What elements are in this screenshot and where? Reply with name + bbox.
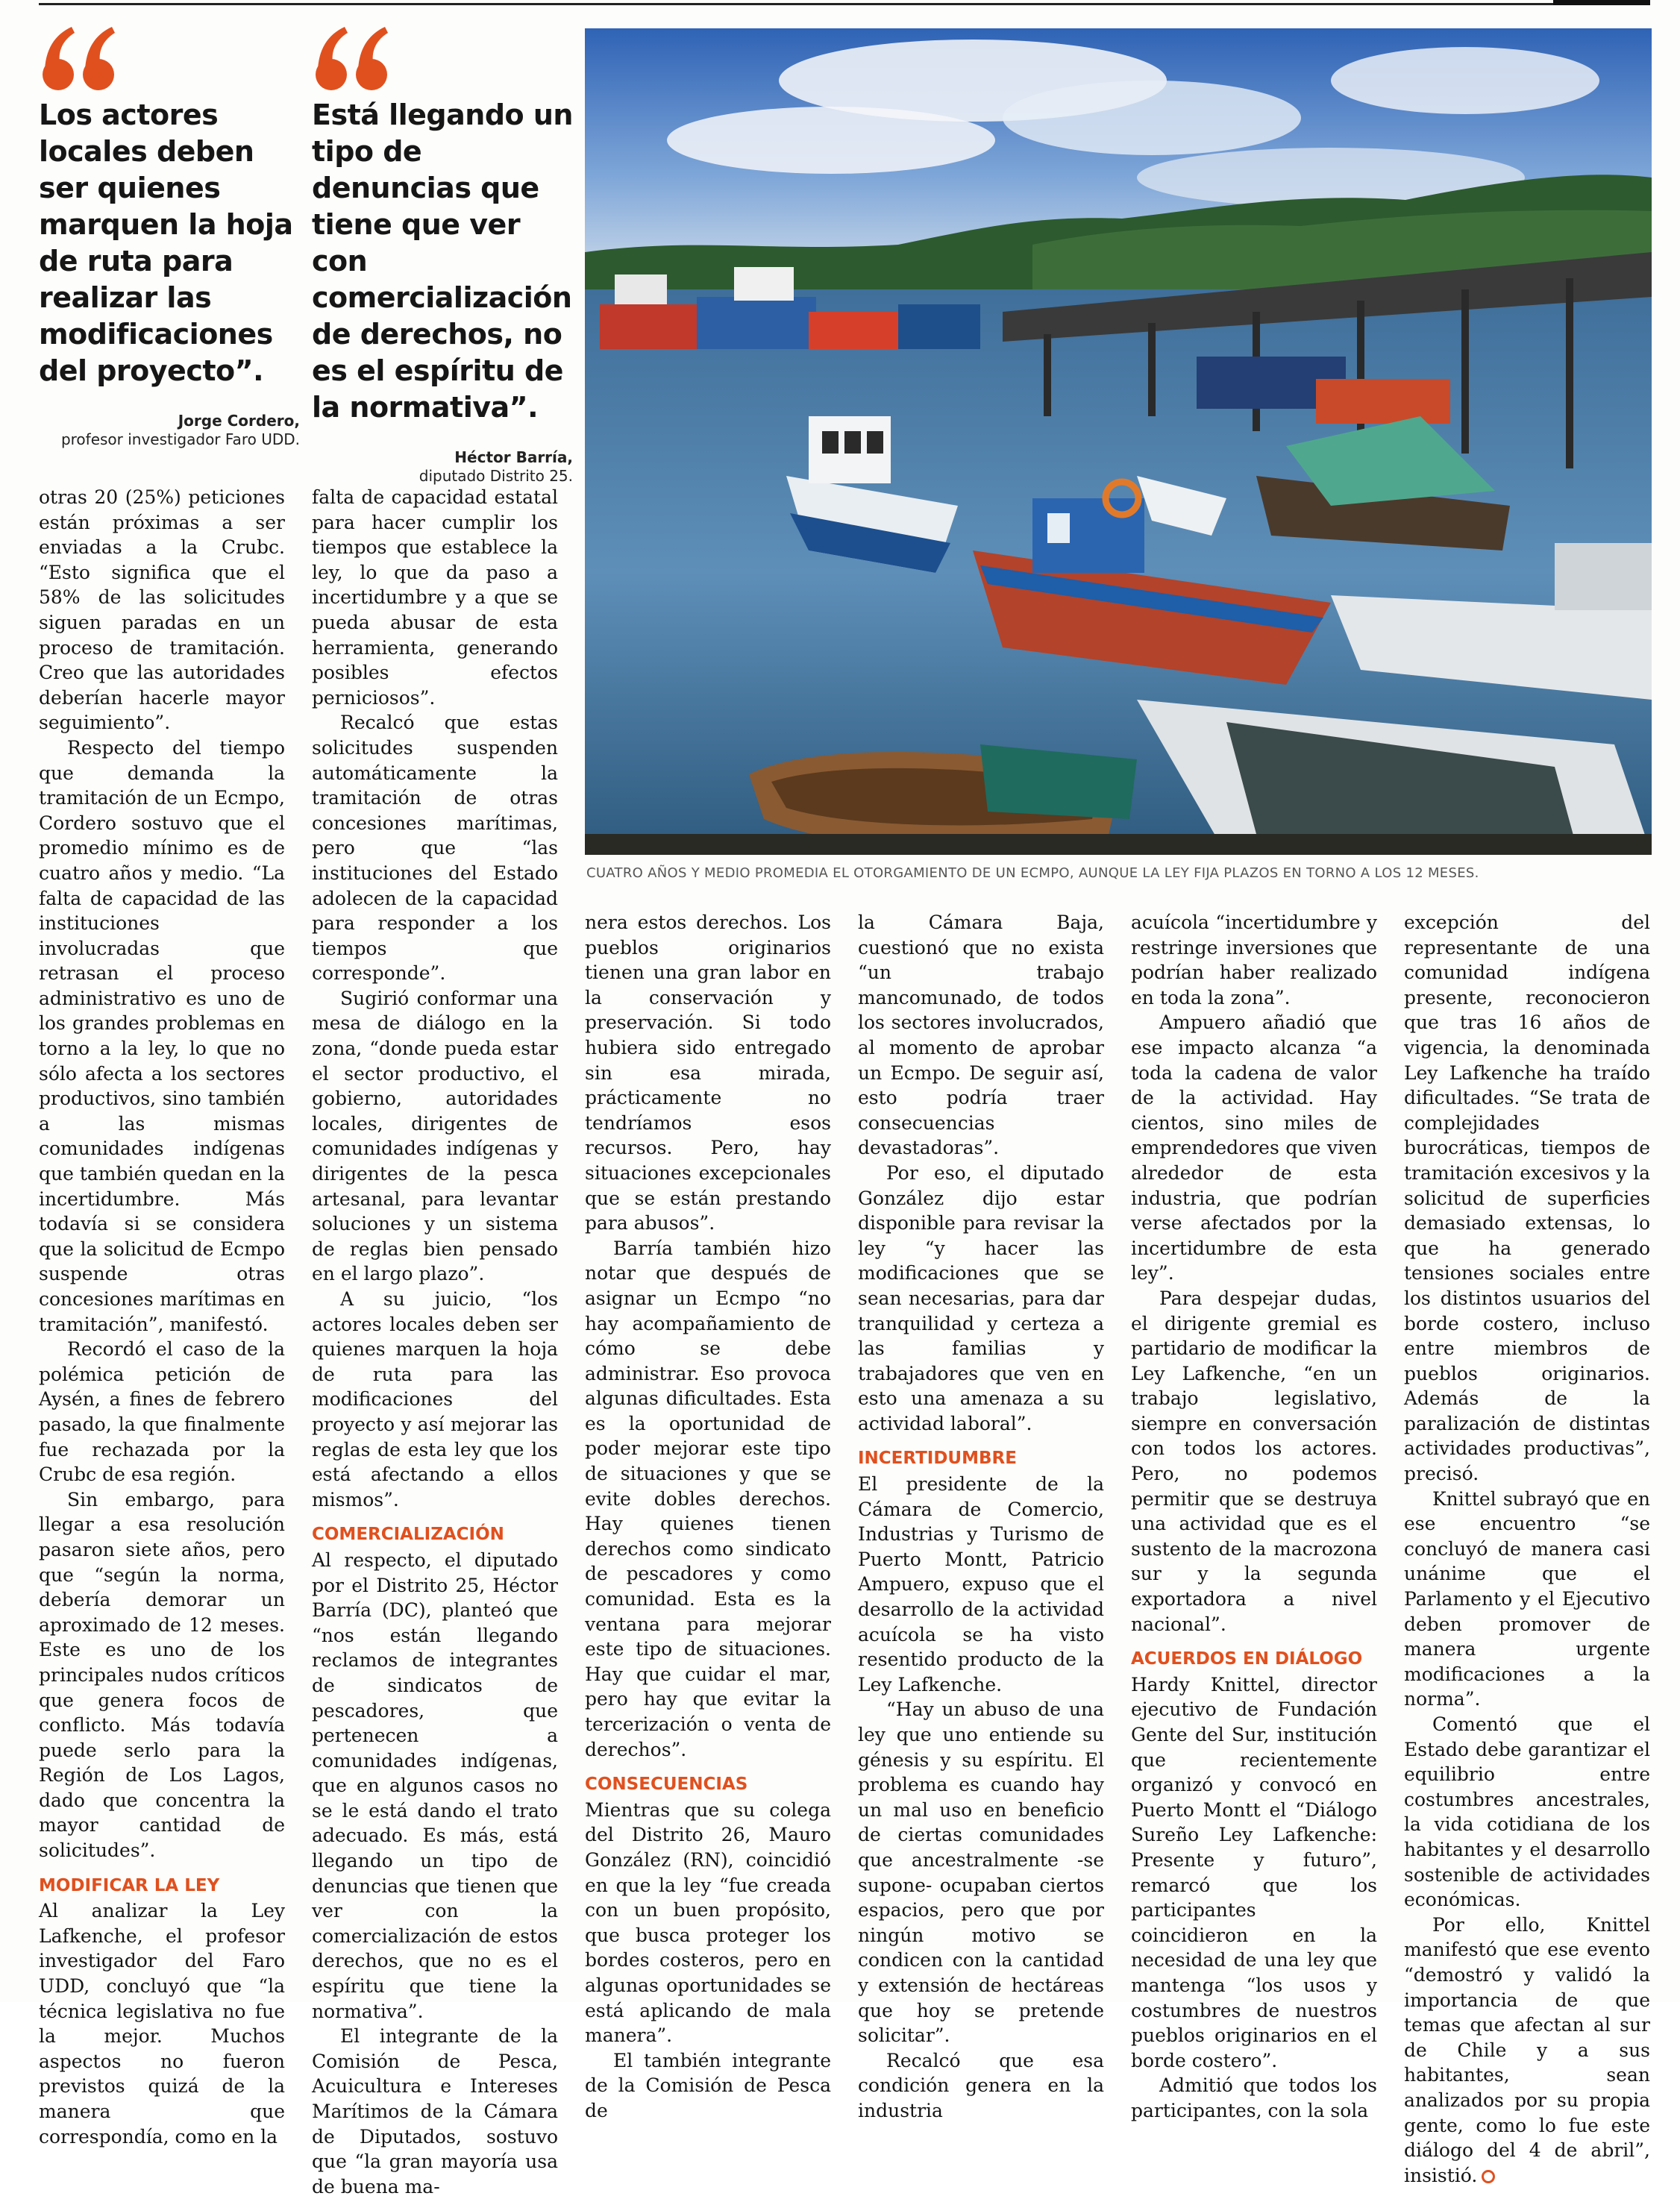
paragraph: El integrante de la Comisión de Pesca, Acuicultura e Intereses Marítimos de la Cámara de Diputados, sostuvo que “la gran mayoría usa de buena ma- [312, 2025, 558, 2198]
paragraph: excepción del representante de una comunidad indígena presente, reconocieron que tras 16 años de vigencia, la denominada Ley Lafkenche ha traído dificultades. “Se trata de complejidades burocráticas, tiempos de tramitación excesivos y la solicitud de superficies demasiado extensas, lo que ha generado tensiones sociales entre los distintos usuarios del borde costero, incluso entre miembros de pueblos originarios. Además de la paralización de distintas actividades productivas”, precisó. [1404, 912, 1650, 1485]
quote-author-name: Jorge Cordero, [178, 412, 300, 430]
paragraph: Barría también hizo notar que después de asignar un Ecmpo “no hay acompañamiento de cómo se debe administrar. Eso provoca algunas dificultades. Esta es la oportunidad de poder mejorar este tipo de situaciones y que se evite dobles derechos. Hay quienes tienen derechos como sindicato de pescadores y como comunidad. Esta es la ventana para mejorar este tipo de situaciones. Hay que cuidar el mar, pero hay que evitar la tercerización o venta de derechos”. [585, 1237, 831, 1760]
paragraph: Recalcó que esa condición genera en la industria [858, 2049, 1104, 2121]
harbor-illustration [585, 28, 1652, 855]
paragraph: “Hay un abuso de una ley que uno entiende su génesis y su espíritu. El problema es cuando hay un mal uso en beneficio de ciertas comunidades que ancestralmente -se supone- ocupaban ciertos espacios, pero que por ningún motivo se condicen con la cantidad y extensión de hectáreas que hoy se pretende solicitar”. [858, 1698, 1104, 2047]
paragraph: Recalcó que estas solicitudes suspenden automáticamente la tramitación de otras concesiones marítimas, pero que “las instituciones del Estado adolecen de la capacidad para responder a los tiempos que corresponde”. [312, 712, 558, 985]
paragraph: Respecto del tiempo que demanda la tramitación de un Ecmpo, Cordero sostuvo que el promedio mínimo es de cuatro años y medio. “La falta de capacidad de las instituciones involucradas que retrasan el proceso administrativo es uno de los grandes problemas en torno a la ley, lo que no sólo afecta a los sectores productivos, sino también a las mismas comunidades indígenas que también quedan en la incertidumbre. Más todavía si se considera que la solicitud de Ecmpo suspende otras concesiones marítimas en tramitación”, manifestó. [39, 736, 285, 1335]
section-heading: CONSECUENCIAS [585, 1775, 748, 1795]
paragraph: Comentó que el Estado debe garantizar el equilibrio entre costumbres ancestrales, la vida cotidiana de los habitantes y el desarrollo sostenible de actividades económicas. [1404, 1713, 1650, 1911]
paragraph: El también integrante de la Comisión de Pesca de [585, 2049, 831, 2121]
paragraph: nera estos derechos. Los pueblos originarios tienen una gran labor en la conservación y preservación. Si todo hubiera sido entregado sin esa mirada, prácticamente no tendríamos esos recursos. Pero, hay situaciones excepcionales que se están prestando para abusos”. [585, 912, 831, 1235]
paragraph: acuícola “incertidumbre y restringe inversiones que podrían haber realizado en toda la zona”. [1131, 912, 1377, 1008]
paragraph: Knittel subrayó que en ese encuentro “se concluyó de manera casi unánime que el Parlamento y el Ejecutivo deben promover de manera urgente modificaciones a la norma”. [1404, 1487, 1650, 1710]
section-heading: INCERTIDUMBRE [858, 1449, 1017, 1469]
top-rule [39, 3, 1650, 5]
section-heading: MODIFICAR LA LEY [39, 1875, 220, 1895]
paragraph: El presidente de la Cámara de Comercio, Industrias y Turismo de Puerto Montt, Patricio Ampuero, expuso que el desarrollo de la actividad acuícola se ha visto resentido producto de la Ley Lafkenche. [858, 1473, 1104, 1695]
section-heading: ACUERDOS EN DIÁLOGO [1131, 1649, 1363, 1669]
quote-text: Está llegando un tipo de denuncias que tiene que ver con comercialización de derechos, no es el espíritu de la normativa”. [312, 98, 573, 424]
harbor-photo [585, 28, 1652, 855]
pull-quote-cordero [39, 21, 300, 449]
end-of-article-icon [1482, 2170, 1495, 2183]
quote-text: Los actores locales deben ser quienes marquen la hoja de ruta para realizar las modificaciones del proyecto”. [39, 98, 293, 387]
paragraph: Ampuero añadió que ese impacto alcanza “a toda la cadena de valor de la actividad. Hay cientos, sino miles de emprendedores que viven alrededor de esta industria, que podrían verse afectados por la incertidumbre de esta ley”. [1131, 1011, 1377, 1284]
paragraph: la Cámara Baja, cuestionó que no exista “un trabajo mancomunado, de todos los sectores involucrados, al momento de aprobar un Ecmpo. De seguir así, esto podría traer consecuencias devastadoras”. [858, 912, 1104, 1159]
article-column-6 [1404, 910, 1650, 2188]
quote-mark-icon [39, 21, 121, 95]
paragraph: Sin embargo, para llegar a esa resolución pasaron siete años, pero que “según la norma, debería demorar un aproximado de 12 meses. Este es uno de los principales nudos críticos que genera focos de conflicto. Más todavía puede serlo para la Región de Los Lagos, dado que concentra la mayor cantidad de solicitudes”. [39, 1488, 285, 1862]
paragraph: Para despejar dudas, el dirigente gremial es partidario de modificar la Ley Lafkenche, “en un trabajo legislativo, siempre en conversación con todos los actores. Pero, no podemos permitir que se destruya una actividad que es el sustento de la macrozona sur y la segunda exportadora a nivel nacional”. [1131, 1287, 1377, 1635]
section-heading: COMERCIALIZACIÓN [312, 1525, 504, 1545]
quote-author-name: Héctor Barría, [454, 448, 573, 466]
pull-quote-barria [312, 21, 573, 486]
quote-author-role: diputado Distrito 25. [419, 467, 573, 485]
paragraph-text: Por ello, Knittel manifestó que ese evento “demostró y validó la importancia de que temas que afectan al sur de Chile y a sus habitantes, sean analizados por su propia gente, como lo fue este diálogo del 4 de abril”, insistió. [1404, 1913, 1650, 2186]
paragraph: Recordó el caso de la polémica petición de Aysén, a fines de febrero pasado, la que finalmente fue rechazada por la Crubc de esa región. [39, 1338, 285, 1486]
photo-caption: CUATRO AÑOS Y MEDIO PROMEDIA EL OTORGAMIENTO DE UN ECMPO, AUNQUE LA LEY FIJA PLAZOS EN TORNO A LOS 12 MESES. [586, 865, 1479, 881]
paragraph: Mientras que su colega del Distrito 26, Mauro González (RN), coincidió en que la ley “fue creada con un buen propósito, que busca proteger los bordes costeros, pero en algunas oportunidades se está aplicando de mala manera”. [585, 1798, 831, 2047]
top-corner-bar [1553, 0, 1650, 5]
paragraph: falta de capacidad estatal para hacer cumplir los tiempos que establece la ley, lo que da paso a incertidumbre y a que se pueda abusar de esta herramienta, generando posibles efectos perniciosos”. [312, 486, 558, 709]
article-column-4 [858, 910, 1104, 2124]
paragraph: Al respecto, el diputado por el Distrito 25, Héctor Barría (DC), planteó que “nos están llegando reclamos de integrantes de sindicatos de pescadores, que pertenecen a comunidades indígenas, que en algunos casos no se le está dando el trato adecuado. Es más, está llegando un tipo de denuncias que tienen que ver con la comercialización de estos derechos, que no es el espíritu que tiene la normativa”. [312, 1549, 558, 2022]
article-column-2 [312, 485, 558, 2199]
article-column-3 [585, 910, 831, 2124]
quote-attribution [39, 412, 300, 449]
quote-mark-icon [312, 21, 394, 95]
quote-attribution [312, 448, 573, 486]
paragraph: otras 20 (25%) peticiones están próximas a ser enviadas a la Crubc. “Esto significa que el 58% de las solicitudes siguen paradas en un proceso de tramitación. Creo que las autoridades deberían hacerle mayor seguimiento”. [39, 486, 285, 734]
paragraph: Por eso, el diputado González dijo estar disponible para revisar la ley “y hacer las modificaciones que se sean necesarias, para dar tranquilidad y certeza a las familias y trabajadores que ven en esto una amenaza a su actividad laboral”. [858, 1161, 1104, 1434]
paragraph: Al analizar la Ley Lafkenche, el profesor investigador del Faro UDD, concluyó que “la técnica legislativa no fue la mejor. Muchos aspectos no fueron previstos quizá de la manera que correspondía, como en la [39, 1900, 285, 2148]
paragraph [1404, 1913, 1650, 2189]
paragraph: A su juicio, “los actores locales deben ser quienes marquen la hoja de ruta para las modificaciones del proyecto y así mejorar las reglas de esta ley que los está afectando a ellos mismos”. [312, 1288, 558, 1511]
article-column-5 [1131, 910, 1377, 2124]
quote-author-role: profesor investigador Faro UDD. [60, 430, 300, 448]
article-column-1 [39, 485, 285, 2149]
paragraph: Sugirió conformar una mesa de diálogo en la zona, “donde pueda estar el sector productivo, el gobierno, autoridades locales, dirigentes de comunidades indígenas y dirigentes de la pesca artesanal, para levantar soluciones y un sistema de reglas bien pensado en el largo plazo”. [312, 987, 558, 1285]
paragraph: Admitió que todos los participantes, con la sola [1131, 2074, 1377, 2121]
paragraph: Hardy Knittel, director ejecutivo de Fundación Gente del Sur, institución que recientemente organizó y convocó en Puerto Montt el “Diálogo Sureño Ley Lafkenche: Presente y futuro”, remarcó que los participantes coincidieron en la necesidad de una ley que mantenga “los usos y costumbres de nuestros pueblos originarios en el borde costero”. [1131, 1673, 1377, 2071]
